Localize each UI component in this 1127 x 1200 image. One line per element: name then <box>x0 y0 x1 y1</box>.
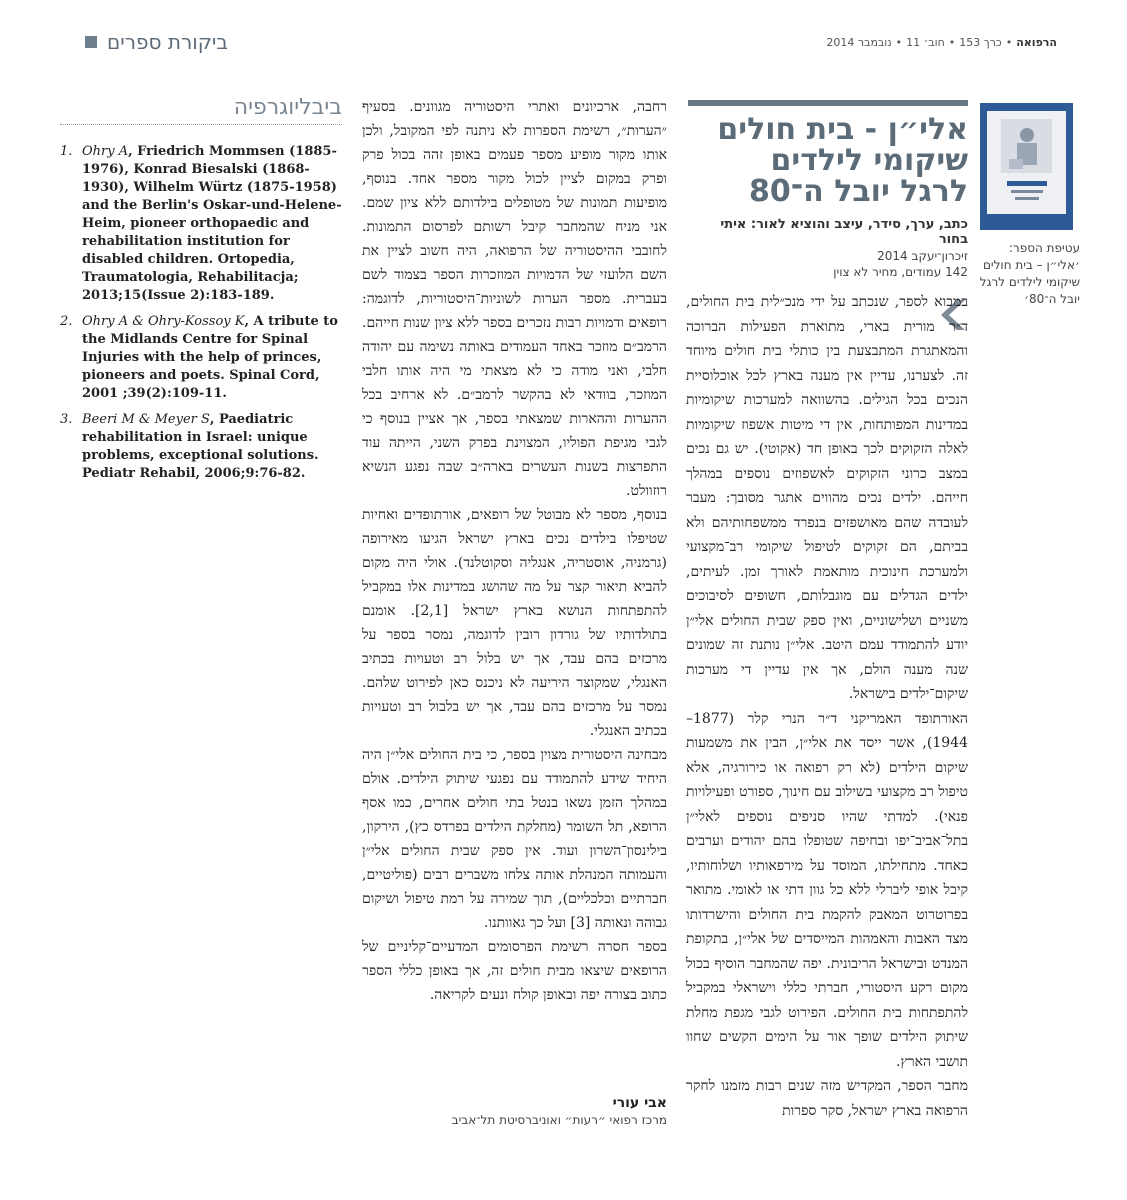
article-column-middle <box>362 95 667 1007</box>
article-paragraph: מחבר הספר, המקדיש מזה שנים רבות מזמנו לחקר הרפואה בארץ ישראל, סקר ספרות <box>686 1078 968 1119</box>
article-paragraph: האורתופד האמריקני ד״ר הנרי קלר (1877–1944), אשר ייסד את אלי״ן, הבין את משמעות שיקום הילדים (לא רק רפואה או כירורגיה, אלא טיפול רב מקצועי בשילוב עם חינוך, ספורט ופעילויות פנאי). למדתי שהיו סניפים נוספים לאלי״ן בתל־אביב־יפו ובחיפה שטופלו בהם יהודים וערבים כאחד. מתחילתו, המוסד על מירפאותיו ושלוחותיו, קיבל אופי ליברלי ללא כל גוון דתי או לאומי. מתואר בפרוטרוט המאבק להקמת בית החולים והישרדותו מצד האבות והאמהות המייסדים של אלי״ן, בתקופת המנדט ובישראל הריבונית. יפה שהמחבר הוסיף בכול מקום רקע היסטורי, חברתי כללי וישראלי במקביל להתפתחות בית החולים. הפירוט לגבי מגפת מחלת שיתוק הילדים שופך אור על הימים הקשים שחוו תושבי הארץ. <box>686 710 968 1070</box>
reference-authors: Ohry A & Ohry-Kossoy K <box>82 314 245 329</box>
title-rule <box>688 100 968 106</box>
reference-list <box>60 143 342 483</box>
section-label: ביקורת ספרים <box>107 30 228 54</box>
article-title-line: שיקומי לילדים <box>770 143 968 178</box>
cover-caption: עטיפת הספר: ׳אלי״ן – בית חולים שיקומי לילדים לרגל יובל ה־80׳ <box>979 241 1080 306</box>
bibliography <box>60 95 342 491</box>
journal-issue: חוב׳ 11 <box>906 36 945 49</box>
journal-volume: כרך 153 <box>959 36 1002 49</box>
book-pages: 142 עמודים, מחיר לא צוין <box>833 265 968 279</box>
reference-number: 1. <box>60 144 73 159</box>
journal-header: הרפואה•כרך 153•חוב׳ 11•נובמבר 2014 <box>826 36 1057 49</box>
reviewer-signature <box>362 1095 667 1127</box>
reference-text <box>82 411 342 483</box>
article-title-block <box>688 114 968 279</box>
article-paragraph: בנוסף, מספר לא מבוטל של רופאים, אורתופדים ואחיות שטיפלו בילדים נכים בארץ ישראל הגיעו מאירופה (גרמניה, אוסטריה, אנגליה וסקוטלנד). אולי היה מקום להביא תיאור קצר על מה שהושג במדינות אלו במקביל להתפתחות הנושא בארץ ישראל [2,1]. אומנם בתולדותיו של גורדון רובין לדוגמה, נמסר בספר על מרכזים בהם עבד, אך יש בלול רב וטעויות בכתיב האנגלי, שמקוצר היריעה לא ניכנס כאן לפירוט שלהם. נמסר על מרכזים בהם עבד, אך יש בלבול רב וטעויות בכתיב האנגלי. <box>362 507 667 739</box>
reviewer-affiliation: מרכז רפואי ״רעות״ ואוניברסיטת תל־אביב <box>451 1113 667 1127</box>
reference-body: , Friedrich Mommsen (1885-1976), Konrad Biesalski (1868-1930), Wilhelm Würtz (1875-1958) and the Berlin's Oskar-und-Helene-Heim, pioneer orthopaedic and rehabilitation institution for disabled children. Ortopedia, Traumatologia, Rehabilitacja; 2013;15(Issue 2):183-189. <box>82 144 342 303</box>
section-header <box>85 28 228 56</box>
reference-authors: Ohry A <box>82 144 129 159</box>
reference-item <box>60 313 342 403</box>
article-paragraph: רחבה, ארכיונים ואתרי היסטוריה מגוונים. בסעיף ״הערות״, רשימת הספרות לא ניתנה לפי המקובל, ולכן אותו מקור מופיע מספר פעמים באופן זהה בכול פרק ופרק במקום לציין לכול מקור מספר אחד. בנוסף, מופיעות תמונות של מטופלים בילדותם ללא ציון שמם. אני מניח שהמחבר קיבל רשותם לפרסום התמונות. לחובבי ההיסטוריה של הרפואה, היה חשוב לציין את השם הלועזי של הדמויות המוזכרות הספר בצמוד לשם בעברית. מספר הערות לשוניות־היסטוריות, לדוגמה: רופאים ודמויות רבות נזכרים בספר ללא ציון שנות חייהם. הרמב״ם מוזכר באחד העמודים באותה נשימה עם יהודה חלבי, ואני מודה כי לא מצאתי מי היה אותו חלבי המוזכר, בוודאי לא בהקשר לרמב״ם. לא ארחיב בכל ההערות וההארות שמצאתי בספר, אך אציין בנוסף כי לגבי מגיפת הפוליו, המצוינת בפרק השני, הייתה עוד התפרצות בשנות העשרים בארה״ב שבה נפגע הנשיא רוזוולט. <box>362 99 667 499</box>
reference-item <box>60 143 342 305</box>
reference-text <box>82 313 342 403</box>
book-cover-illustration <box>987 111 1066 214</box>
article-title-line: אלי״ן - בית חולים <box>717 112 968 147</box>
article-column-right <box>686 290 968 1123</box>
journal-name: הרפואה <box>1016 36 1057 49</box>
book-cover-image <box>980 103 1073 230</box>
reference-authors: Beeri M & Meyer S <box>82 412 210 427</box>
reference-body: , Paediatric rehabilitation in Israel: unique problems, exceptional solutions. Pediatr Rehabil, 2006;9:76-82. <box>82 412 319 481</box>
journal-date: נובמבר 2014 <box>826 36 892 49</box>
article-paragraph: במבוא לספר, שנכתב על ידי מנכ״לית בית החולים, ד״ר מורית בארי, מתוארת הפעילות הברוכה והמאתגרת המתבצעת בין כותלי בית חולים מיוחד זה. לצערנו, עדיין אין מענה בארץ לכל אוכלוסיית הנכים בכל הגילים. בהשוואה למערכות שיקומיות במדינות המפותחות, אין די מיטות אשפוז שיקומיות לאלה הזקוקים לכך באופן חד (אקוטי). יש גם נכים במצב כרוני הזקוקים לאשפוזים נוספים במהלך חייהם. ילדים נכים מהווים אתגר מסובך: מעבר לעובדה שהם מאושפזים בנפרד ממשפחותיהם ולא בביתם, הם זקוקים לטיפול שיקומי רב־מקצועי ולמערכת חינוכית מותאמת לאורך זמן. לעיתים, ילדים הגדלים עם מוגבלותם, חשופים לסיבוכים משניים ושלישוניים, ואין ספק שבית החולים אלי״ן יודע להתמודד עמם היטב. אלי״ן נותנת זה שמונים שנה מענה הולם, אך אין עדיין די מערכות שיקום־ילדים בישראל. <box>686 294 968 702</box>
reference-body: , A tribute to the Midlands Centre for Spinal Injuries with the help of princes, pioneers and poets. Spinal Cord, 2001 ;39(2):109-11. <box>82 314 338 401</box>
article-paragraph: בספר חסרה רשימת הפרסומים המדעיים־קליניים של הרופאים שיצאו מבית חולים זה, אך באופן כללי הספר כתוב בצורה יפה ובאופן קולח ונעים לקריאה. <box>362 939 667 1003</box>
book-publisher: זיכרון־יעקב 2014 <box>877 249 968 263</box>
bibliography-title: ביבליוגרפיה <box>60 95 342 125</box>
article-paragraph: מבחינה היסטורית מצוין בספר, כי בית החולים אלי״ן היה היחיד שידע להתמודד עם נפגעי שיתוק הילדים. אולם במהלך הזמן נשאו בנטל בתי חולים אחרים, כמו אסף הרופא, תל השומר (מחלקת הילדים בפרדס כץ), הירקון, בילינסון־השרון ועוד. אין ספק שבית החולים אלי״ן והעמותה המנהלת אותה צלחו משברים רבים (פוליטיים, חברתיים וכלכליים), תוך שמירה על רמת טיפול ושיקום גבוהה ונאותה [3] ועל כך גאוותנו. <box>362 747 667 931</box>
book-credits: כתב, ערך, סידר, עיצב והוציא לאור: איתי בחור <box>720 217 968 247</box>
reviewer-name: אבי עורי <box>612 1095 667 1111</box>
reference-text <box>82 143 342 305</box>
cover-drawing-icon <box>987 111 1066 214</box>
section-square-icon <box>85 36 97 48</box>
reference-number: 3. <box>60 412 73 427</box>
article-title-line: לרגל יובל ה־80 <box>748 174 968 209</box>
reference-item <box>60 411 342 483</box>
reference-number: 2. <box>60 314 73 329</box>
